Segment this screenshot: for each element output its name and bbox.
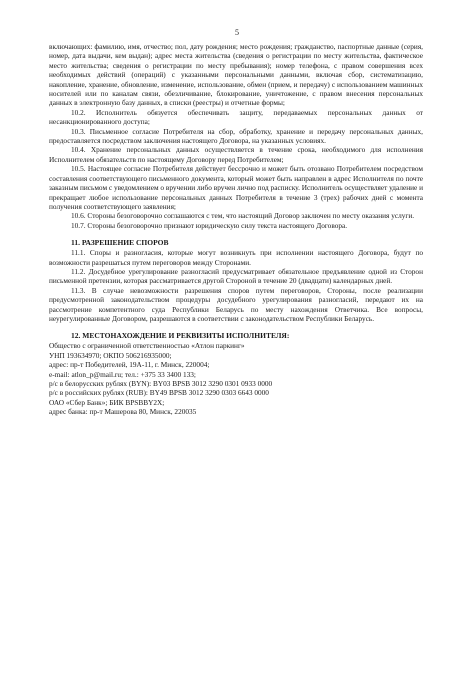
requisites-company-name: Общество с ограниченной ответственностью «Атлон паркинг» [49, 341, 245, 351]
section-11-heading: 11. РАЗРЕШЕНИЕ СПОРОВ [71, 238, 169, 248]
clause-10-5: 10.5. Настоящее согласие Потребителя действует бессрочно и может быть отозвано Потребителем посредством составления соответствующего письменного документа, который может быть направлен в адрес Исполнителя по почте заказным письмом с уведомлением о вручении либо вручен лично под расписку. Исполнитель осуществляет удаление и прекращает любое использование персональных данных Потребителя в течение 3 (трех) рабочих дней с момента получения соответствующего заявления; [49, 164, 423, 211]
clause-11-3: 11.3. В случае невозможности разрешения споров путем переговоров, Стороны, после реализации предусмотренной законодательством процедуры досудебного урегулирования разногласий, передают их на рассмотрение компетентного суда Республики Беларусь по месту нахождения Ответчика. Все вопросы, неурегулированные Договором, разрешаются в соответствии с законодательством Республики Беларусь. [49, 285, 423, 323]
requisites-unp-okpo: УНП 193634970; ОКПО 506216935000; [49, 350, 172, 360]
section-11 [49, 238, 423, 323]
requisites-bank-address: адрес банка: пр-т Машерова 80, Минск, 220035 [49, 407, 197, 417]
intro-paragraph: включающих: фамилию, имя, отчество; пол, дату рождения; место рождения; гражданство, паспортные данные (серия, номер, дата выдачи, кем выдан); адрес места жительства (сведения о регистрации по месту жительства, фактическое место жительства; сведения о регистрации по месту пребывания); номер телефона, с правом совершения всех необходимых действий (операций) с указанными персональными данными, включая сбор, систематизацию, накопление, хранение, обновление, изменение, использование, обмен (прием, и передачу) с использованием машинных носителей или по каналам связи, обезличивание, блокирование, уничтожение, с правом внесения персональных данных в электронную базу данных, в списки (реестры) и отчетные формы; [49, 42, 423, 108]
requisites-account-rub: р/с в российских рублях (RUB): BY49 BPSB 3012 3290 0303 6643 0000 [49, 388, 269, 398]
clause-11-2: 11.2. Досудебное урегулирование разногласий предусматривает обязательное предъявление одной из Сторон письменной претензии, которая рассматривается другой Стороной в течение 20 (двадцати) календарных дней. [49, 266, 423, 286]
requisites-address: адрес: пр-т Победителей, 19А-11, г. Минск, 220004; [49, 360, 210, 370]
requisites-bank: ОАО «Сбер Банк»; БИК BPSBBY2X; [49, 397, 165, 407]
requisites-account-byn: р/с в белорусских рублях (BYN): BY03 BPSB 3012 3290 0301 0933 0000 [49, 379, 273, 388]
section-10-clauses [49, 108, 423, 230]
clause-10-4: 10.4. Хранение персональных данных осуществляется в течение срока, необходимого для исполнения Исполнителем обязательств по настоящему Договору перед Потребителем; [49, 145, 423, 164]
section-12 [49, 331, 423, 416]
clause-11-1: 11.1. Споры и разногласия, которые могут возникнуть при исполнении настоящего Договора, будут по возможности разрешаться путем переговоров между Сторонами. [49, 248, 423, 267]
clause-10-3: 10.3. Письменное согласие Потребителя на сбор, обработку, хранение и передачу персональных данных, предоставляется посредством заключения настоящего Договора, на указанных условиях. [49, 126, 423, 146]
document-body [49, 42, 423, 417]
requisites-contacts: e-mail: atlon_p@mail.ru; тел.: +375 33 3400 133; [49, 369, 196, 379]
clause-10-6: 10.6. Стороны безоговорочно соглашаются с тем, что настоящий Договор заключен по месту оказания услуги. [71, 211, 415, 221]
clause-10-7: 10.7. Стороны безоговорочно признают юридическую силу текста настоящего Договора. [71, 220, 348, 230]
page-number: 5 [235, 28, 239, 37]
section-12-heading: 12. МЕСТОНАХОЖДЕНИЕ И РЕКВИЗИТЫ ИСПОЛНИТЕЛЯ: [71, 331, 290, 341]
clause-10-2: 10.2. Исполнитель обязуется обеспечивать защиту, передаваемых персональных данных от несанкционированного доступа; [49, 107, 423, 127]
